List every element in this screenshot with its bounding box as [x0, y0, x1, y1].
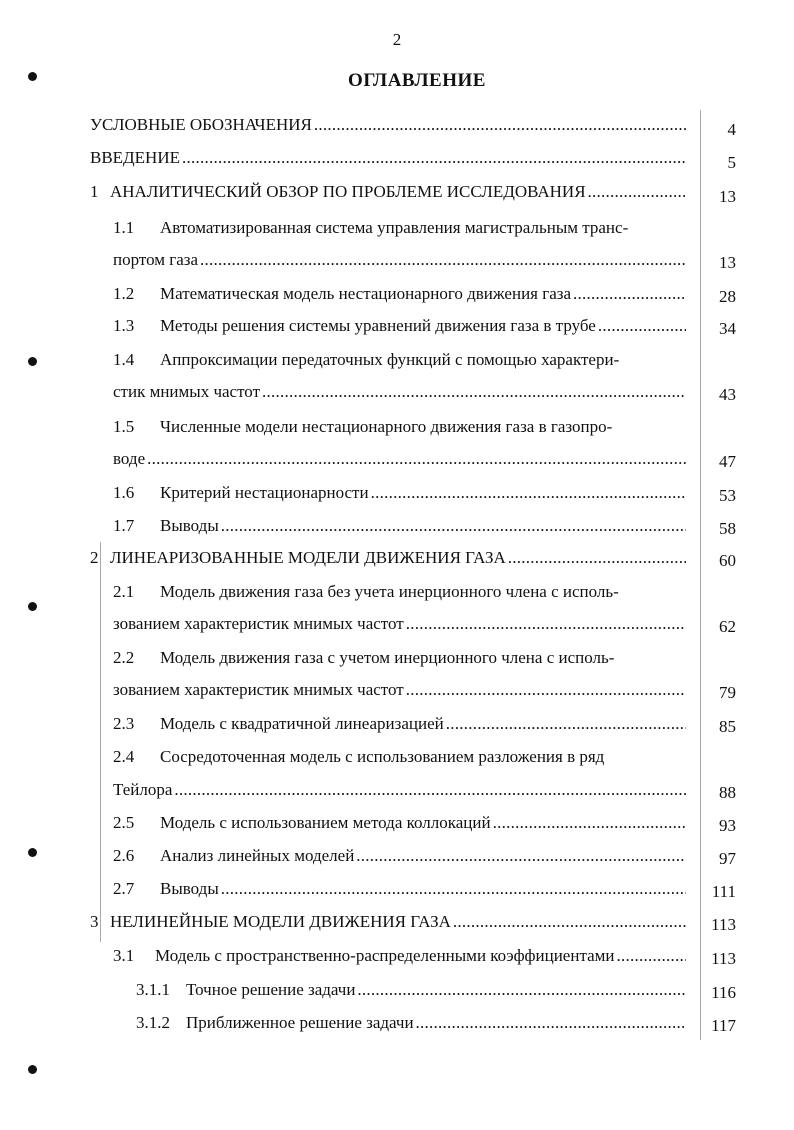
toc-entry-title: Модель с квадратичной линеаризацией [160, 714, 444, 733]
toc-entry[interactable] [113, 250, 688, 276]
toc-entry-title: Модель движения газа с учетом инерционного члена с исполь- [160, 648, 615, 667]
toc-entry-page: 53 [719, 486, 736, 505]
toc-entry-page: 58 [719, 519, 736, 538]
toc-entry-title: АНАЛИТИЧЕСКИЙ ОБЗОР ПО ПРОБЛЕМЕ ИССЛЕДОВАНИЯ [110, 182, 586, 201]
toc-entry-continuation: стик мнимых частот [113, 382, 261, 401]
binder-hole-icon [28, 1065, 37, 1074]
toc-entry-number: 1.3 [113, 316, 135, 335]
toc-entry-title: Критерий нестационарности [160, 483, 369, 502]
toc-entry[interactable] [90, 548, 688, 574]
toc-entry[interactable] [113, 946, 688, 972]
toc-entry-title: Точное решение задачи [186, 980, 356, 999]
binder-hole-icon [28, 357, 37, 366]
toc-entry[interactable] [90, 148, 688, 174]
toc-entry-number: 2.3 [113, 714, 135, 733]
toc-entry-number: 3 [90, 912, 99, 931]
toc-entry-page: 13 [719, 187, 736, 206]
toc-entry[interactable] [113, 284, 688, 310]
toc-entry-page: 113 [711, 949, 736, 968]
toc-entry-page: 5 [727, 153, 736, 172]
toc-entry-title: Анализ линейных моделей [160, 846, 355, 865]
toc-entry-page: 4 [727, 120, 736, 139]
table-border [700, 110, 701, 1040]
toc-entry-page: 97 [719, 849, 736, 868]
toc-entry[interactable] [113, 780, 688, 806]
toc-entry-continuation: воде [113, 449, 146, 468]
toc-entry-number: 3.1.2 [136, 1013, 170, 1032]
toc-entry-number: 1 [90, 182, 99, 201]
toc-entry-number: 1.1 [113, 218, 135, 237]
toc-entry-page: 60 [719, 551, 736, 570]
toc-entry-page: 117 [711, 1016, 736, 1035]
toc-entry[interactable] [113, 449, 688, 475]
toc-entry-page: 85 [719, 717, 736, 736]
toc-entry-page: 113 [711, 915, 736, 934]
toc-entry-page: 34 [719, 319, 736, 338]
toc-entry-title: Модель с пространственно-распределенными коэффициентами [155, 946, 615, 965]
toc-entry-number: 3.1 [113, 946, 135, 965]
binder-hole-icon [28, 72, 37, 81]
toc-entry-page: 93 [719, 816, 736, 835]
toc-entry[interactable] [113, 614, 688, 640]
toc-entry[interactable] [90, 115, 688, 141]
toc-entry[interactable] [113, 879, 688, 905]
toc-entry-title: Модель с использованием метода коллокаций [160, 813, 491, 832]
binder-hole-icon [28, 848, 37, 857]
toc-entry[interactable] [136, 1013, 688, 1039]
toc-entry[interactable] [113, 680, 688, 706]
toc-entry-number: 2.4 [113, 747, 135, 766]
toc-entry-title: Сосредоточенная модель с использованием разложения в ряд [160, 747, 605, 766]
toc-entry-title: ЛИНЕАРИЗОВАННЫЕ МОДЕЛИ ДВИЖЕНИЯ ГАЗА [110, 548, 506, 567]
toc-entry-title: Выводы [160, 516, 219, 535]
toc-entry-page: 28 [719, 287, 736, 306]
toc-entry-title: Аппроксимации передаточных функций с помощью характери- [160, 350, 620, 369]
toc-entry-title: Выводы [160, 879, 219, 898]
toc-entry-number: 2.2 [113, 648, 135, 667]
toc-entry[interactable] [113, 382, 688, 408]
toc-entry-title: Автоматизированная система управления магистральным транс- [160, 218, 629, 237]
toc-entry[interactable] [90, 912, 688, 938]
toc-entry-number: 2.6 [113, 846, 135, 865]
toc-entry-page: 111 [711, 882, 736, 901]
toc-entry-page: 62 [719, 617, 736, 636]
toc-entry-continuation: зованием характеристик мнимых частот [113, 680, 404, 699]
toc-entry-title: Приближенное решение задачи [186, 1013, 414, 1032]
toc-entry[interactable] [113, 483, 688, 509]
toc-entry-title: УСЛОВНЫЕ ОБОЗНАЧЕНИЯ [90, 115, 312, 134]
page-number: 2 [392, 30, 402, 49]
toc-entry-continuation: зованием характеристик мнимых частот [113, 614, 404, 633]
toc-entry-title: Модель движения газа без учета инерционного члена с исполь- [160, 582, 619, 601]
table-border [100, 542, 101, 942]
toc-entry[interactable] [90, 182, 688, 208]
toc-entry-number: 1.4 [113, 350, 135, 369]
toc-entry[interactable] [113, 516, 688, 542]
toc-entry[interactable] [113, 813, 688, 839]
toc-entry-number: 2.5 [113, 813, 135, 832]
toc-entry-number: 1.5 [113, 417, 135, 436]
toc-entry-title: Численные модели нестационарного движения газа в газопро- [160, 417, 613, 436]
toc-entry-number: 2 [90, 548, 99, 567]
toc-entry-page: 47 [719, 452, 736, 471]
toc-entry-number: 2.1 [113, 582, 135, 601]
toc-entry[interactable] [136, 980, 688, 1006]
toc-entry-page: 88 [719, 783, 736, 802]
toc-entry[interactable] [113, 846, 688, 872]
toc-entry-page: 116 [711, 983, 736, 1002]
toc-entry[interactable] [113, 316, 688, 342]
toc-entry-number: 2.7 [113, 879, 135, 898]
toc-entry-continuation: портом газа [113, 250, 199, 269]
toc-entry-page: 13 [719, 253, 736, 272]
binder-hole-icon [28, 602, 37, 611]
toc-entry[interactable] [113, 714, 688, 740]
toc-entry-title: НЕЛИНЕЙНЫЕ МОДЕЛИ ДВИЖЕНИЯ ГАЗА [110, 912, 451, 931]
toc-entry-number: 1.2 [113, 284, 135, 303]
page-title: ОГЛАВЛЕНИЕ [348, 70, 486, 91]
toc-entry-title: ВВЕДЕНИЕ [90, 148, 180, 167]
toc-entry-page: 79 [719, 683, 736, 702]
toc-entry-number: 3.1.1 [136, 980, 170, 999]
toc-entry-page: 43 [719, 385, 736, 404]
toc-entry-number: 1.7 [113, 516, 135, 535]
toc-entry-number: 1.6 [113, 483, 135, 502]
toc-entry-continuation: Тейлора [113, 780, 173, 799]
toc-entry-title: Методы решения системы уравнений движения газа в трубе [160, 316, 596, 335]
toc-entry-title: Математическая модель нестационарного движения газа [160, 284, 572, 303]
